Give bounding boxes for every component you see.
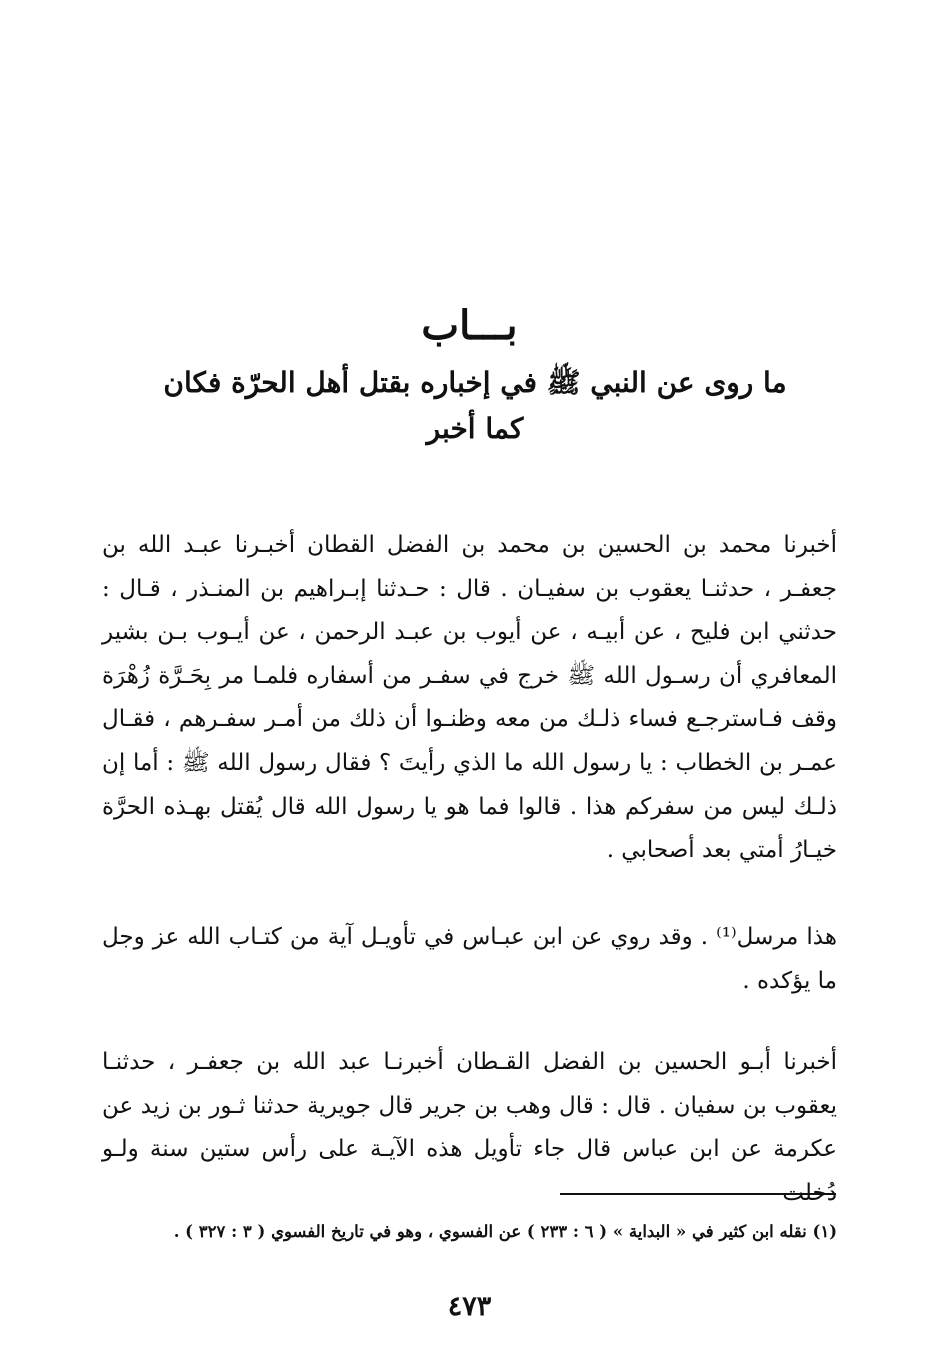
page-number: ٤٧٣ bbox=[447, 1291, 492, 1322]
section-heading: بـــاب bbox=[421, 302, 518, 349]
body-paragraph: هذا مرسل⁽¹⁾ . وقد روي عن ابن عبـاس في تأويـل آية من كتـاب الله عز وجل ما يؤكده . bbox=[102, 924, 837, 994]
chapter-title: ما روى عن النبي ﷺ في إخباره بقتل أهل الحرّة فكان كما أخبر bbox=[163, 366, 787, 445]
footnote: (١) نقله ابن كثير في « البداية » ( ٦ : ٢٣٣ ) عن الفسوي ، وهو في تاريخ الفسوي ( ٣ : ٣٢٧ ) . bbox=[173, 1222, 837, 1241]
body-paragraph: أخبرنا أبـو الحسين بن الفضل القـطان أخبرنـا عبد الله بن جعفـر ، حدثنـا يعقوب بن سفيان . قال : قال وهب بن جرير قال جويرية حدثنا ثـور بن زيد عن عكرمة عن ابن عباس قال جاء تأويل هذه الآيـة على رأس ستين سنة ولـو دُخلت bbox=[102, 1049, 837, 1206]
body-paragraph: أخبرنا محمد بن الحسين بن محمد بن الفضل القطان أخبـرنا عبـد الله بن جعفـر ، حدثنـا يعقوب بن سفيـان . قال : حـدثنا إبـراهيم بن المنـذر ، قـال : حدثني ابن فليح ، عن أبيـه ، عن أيوب بن عبـد الرحمن ، عن أيـوب بـن بشير المعافري أن رسـول الله ﷺ خرج في سفـر من أسفاره فلمـا مر بِحَـرَّة زُهْرَة وقف فـاسترجـع فساء ذلـك من معه وظنـوا أن ذلك من أمـر سفـرهم ، فقـال عمـر بن الخطاب : يا رسول الله ما الذي رأيتَ ؟ فقال رسول الله ﷺ : أما إن ذلـك ليس من سفركم هذا . قالوا فما هو يا رسول الله قال يُقتل بهـذه الحرَّة خيـارُ أمتي بعد أصحابي . bbox=[102, 532, 837, 864]
footnote-divider bbox=[560, 1193, 836, 1195]
